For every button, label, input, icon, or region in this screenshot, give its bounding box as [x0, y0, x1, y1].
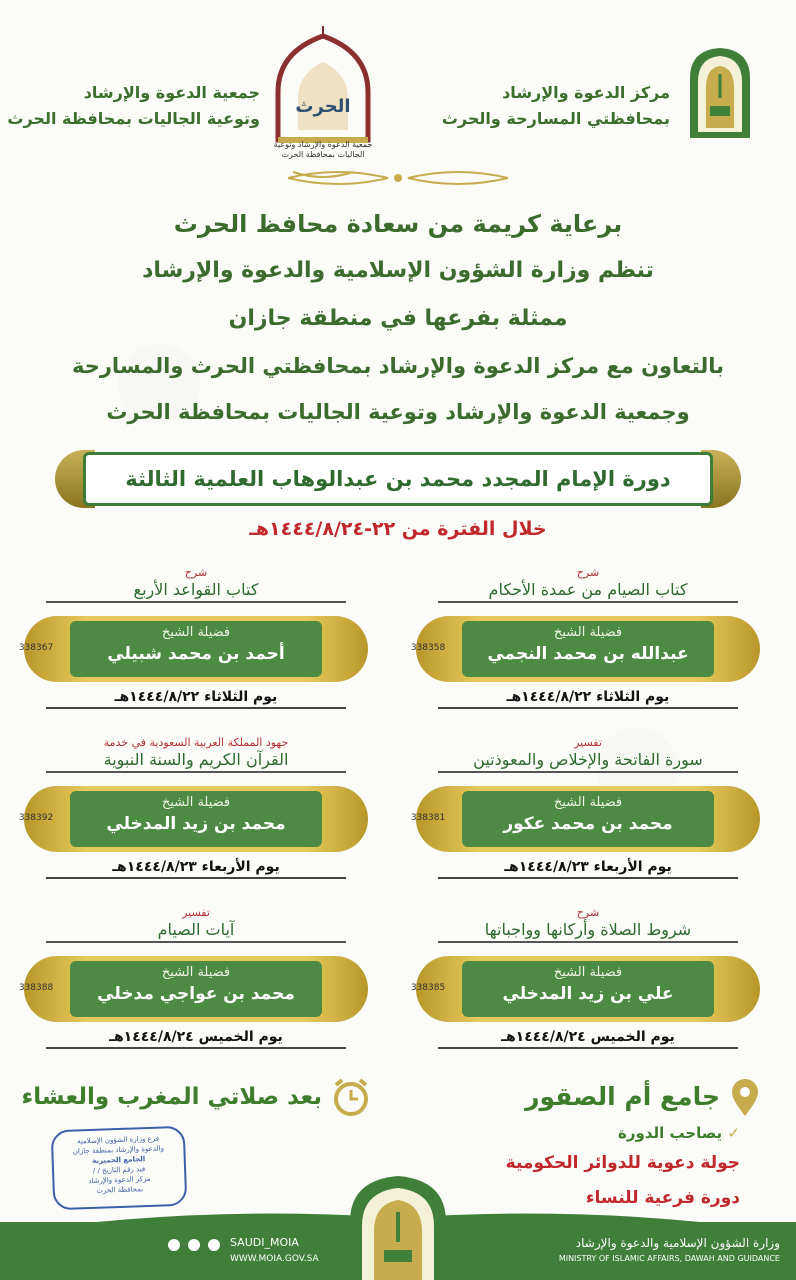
- intro-line-4: بالتعاون مع مركز الدعوة والإرشاد بمحافظتي الحرث والمسارحة: [71, 354, 725, 378]
- ministry-emblem-right: [684, 44, 756, 140]
- center-logo-caption1: جمعية الدعوة والإرشاد وتوعية: [273, 140, 373, 149]
- extra-item-1: جولة دعوية للدوائر الحكومية: [505, 1153, 740, 1173]
- session-kind: شرح: [184, 566, 208, 579]
- sheikh-name: محمد بن عواجي مدخلي: [97, 984, 295, 1004]
- session-code: 338392: [18, 813, 54, 823]
- sheikh-label: فضيلة الشيخ: [161, 965, 231, 980]
- time-text: بعد صلاتي المغرب والعشاء: [21, 1084, 322, 1110]
- center-logo-name: الحرث: [295, 96, 351, 117]
- location-pin-icon: [730, 1078, 760, 1118]
- left-org-line2: وتوعية الجاليات بمحافظة الحرث: [7, 109, 260, 128]
- sheikh-name: علي بن زيد المدخلي: [502, 984, 674, 1004]
- session-code: 338367: [18, 643, 54, 653]
- session-kind: تفسير: [574, 736, 602, 749]
- session-kind: تفسير: [182, 906, 210, 919]
- session-card-4: [6, 736, 386, 908]
- session-code: 338381: [410, 813, 446, 823]
- session-book: شروط الصلاة وأركانها وواجباتها: [438, 920, 738, 943]
- sheikh-name: أحمد بن محمد شبيلي: [107, 644, 285, 664]
- intro-line-3: ممثلة بفرعها في منطقة جازان: [228, 306, 568, 331]
- sheikh-label: فضيلة الشيخ: [161, 625, 231, 640]
- session-book: القرآن الكريم والسنة النبوية: [46, 750, 346, 773]
- sheikh-name: محمد بن محمد عكور: [503, 814, 673, 834]
- extras-title: يصاحب الدورة: [617, 1124, 723, 1142]
- right-org-line2: بمحافظتي المسارحة والحرث: [441, 109, 670, 128]
- session-date: يوم الأربعاء ١٤٤٤/٨/٢٣هـ: [46, 859, 346, 879]
- location-text: جامع أم الصقور: [525, 1082, 720, 1111]
- instagram-icon[interactable]: [188, 1239, 200, 1251]
- extra-item-2: دورة فرعية للنساء: [585, 1188, 740, 1208]
- footer-site[interactable]: WWW.MOIA.GOV.SA: [230, 1254, 319, 1264]
- ornament-divider: [278, 168, 518, 188]
- session-date: يوم الخميس ١٤٤٤/٨/٢٤هـ: [438, 1029, 738, 1049]
- stamp-line: قيد رقم التاريخ / /: [92, 1165, 146, 1175]
- session-code: 338388: [18, 983, 54, 993]
- session-kind: شرح: [576, 906, 600, 919]
- session-card-6: [6, 906, 386, 1078]
- sheikh-name: عبدالله بن محمد النجمي: [487, 644, 689, 664]
- course-period: خلال الفترة من ٢٢-١٤٤٤/٨/٢٤هـ: [249, 518, 547, 540]
- sheikh-label: فضيلة الشيخ: [553, 795, 623, 810]
- left-org-line1: جمعية الدعوة والإرشاد: [83, 83, 260, 102]
- stamp-line: والدعوة والإرشاد بمنطقة جازان: [72, 1144, 165, 1156]
- footer-ministry-en: MINISTRY OF ISLAMIC AFFAIRS, DAWAH AND GUIDANCE: [558, 1254, 780, 1263]
- session-card-1: [398, 566, 778, 738]
- session-book: سورة الفاتحة والإخلاص والمعوذتين: [438, 750, 738, 773]
- sheikh-name: محمد بن زيد المدخلي: [106, 814, 286, 834]
- official-stamp: [51, 1126, 188, 1211]
- course-title: دورة الإمام المجدد محمد بن عبدالوهاب العلمية الثالثة: [83, 452, 713, 506]
- intro-line-5: وجمعية الدعوة والإرشاد وتوعية الجاليات بمحافظة الحرث: [106, 400, 690, 424]
- check-icon: ✓: [722, 1124, 740, 1142]
- session-kind: جهود المملكة العربية السعودية في خدمة: [103, 736, 289, 749]
- social-icons: [168, 1236, 224, 1250]
- snapchat-icon[interactable]: [168, 1239, 180, 1251]
- session-date: يوم الأربعاء ١٤٤٤/٨/٢٣هـ: [438, 859, 738, 879]
- session-date: يوم الثلاثاء ١٤٤٤/٨/٢٢هـ: [46, 689, 346, 709]
- session-book: آيات الصيام: [46, 920, 346, 943]
- session-card-2: [6, 566, 386, 738]
- session-date: يوم الثلاثاء ١٤٤٤/٨/٢٢هـ: [438, 689, 738, 709]
- session-kind: شرح: [576, 566, 600, 579]
- course-title-banner: [55, 452, 741, 506]
- ministry-emblem-footer: [344, 1172, 452, 1280]
- session-code: 338385: [410, 983, 446, 993]
- session-card-5: [398, 906, 778, 1078]
- intro-line-1: برعاية كريمة من سعادة محافظ الحرث: [173, 210, 623, 238]
- stamp-line: الجامع الحميرية: [92, 1155, 146, 1165]
- session-code: 338358: [410, 643, 446, 653]
- sheikh-label: فضيلة الشيخ: [161, 795, 231, 810]
- session-book: كتاب الصيام من عمدة الأحكام: [438, 580, 738, 603]
- session-date: يوم الخميس ١٤٤٤/٨/٢٤هـ: [46, 1029, 346, 1049]
- footer-handle[interactable]: SAUDI_MOIA: [230, 1236, 299, 1249]
- sheikh-label: فضيلة الشيخ: [553, 625, 623, 640]
- sheikh-label: فضيلة الشيخ: [553, 965, 623, 980]
- right-org-line1: مركز الدعوة والإرشاد: [502, 83, 670, 102]
- intro-line-2: تنظم وزارة الشؤون الإسلامية والدعوة والإرشاد: [142, 258, 654, 283]
- stamp-line: مركز الدعوة والإرشاد: [88, 1174, 151, 1186]
- session-card-3: [398, 736, 778, 908]
- alarm-clock-icon: [330, 1076, 372, 1118]
- session-book: كتاب القواعد الأربع: [46, 580, 346, 603]
- stamp-line: بمحافظة الحرث: [96, 1185, 144, 1195]
- facebook-icon[interactable]: [208, 1239, 220, 1251]
- center-logo-caption2: الجاليات بمحافظة الحرث: [281, 150, 365, 159]
- stamp-line: فرع وزارة الشؤون الإسلامية: [76, 1134, 160, 1146]
- footer-ministry-ar: وزارة الشؤون الإسلامية والدعوة والإرشاد: [575, 1236, 780, 1250]
